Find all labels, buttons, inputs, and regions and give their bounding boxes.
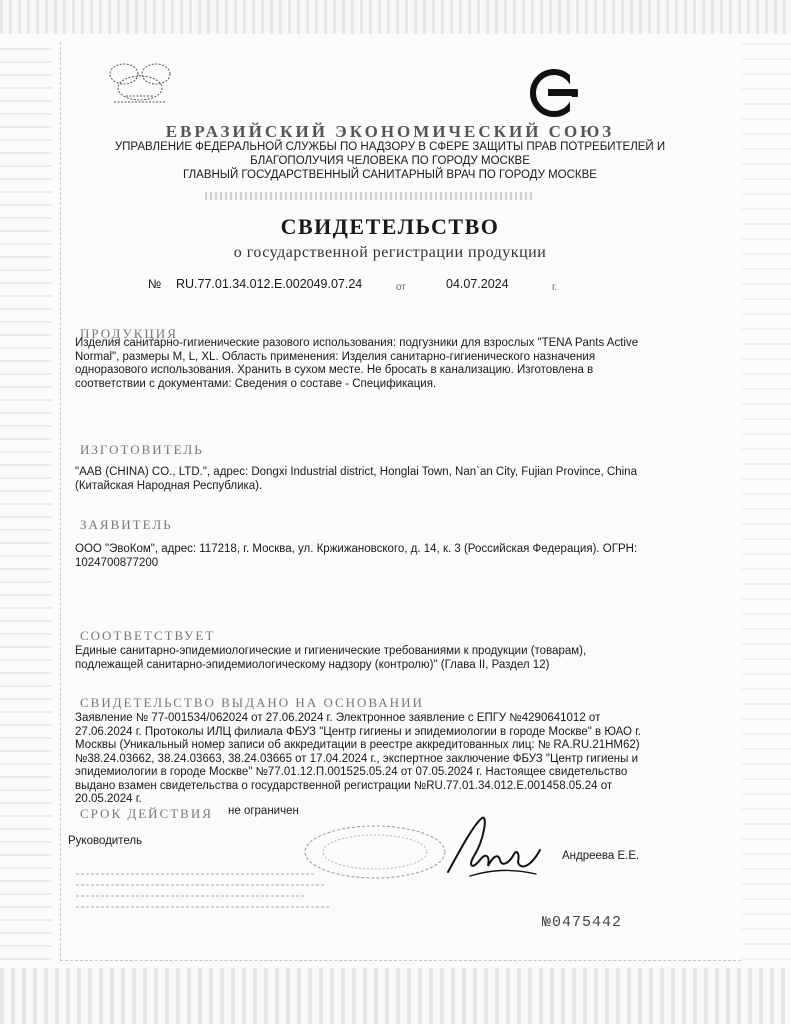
section-label-validity: СРОК ДЕЙСТВИЯ xyxy=(80,806,213,821)
section-label-basis: СВИДЕТЕЛЬСТВО ВЫДАНО НА ОСНОВАНИИ xyxy=(80,695,424,710)
section-label-applicant: ЗАЯВИТЕЛЬ xyxy=(80,517,173,532)
signatory-role: Руководитель xyxy=(68,835,143,847)
section-text-manufacturer: "AAB (CHINA) CO., LTD.", адрес: Dongxi Industrial district, Honglai Town, Nan`an City, Fujian Province, China (Китайская Народная Республика). xyxy=(75,466,637,492)
number-prefix: № xyxy=(148,277,162,291)
scan-noise-note xyxy=(76,868,336,912)
scan-noise-top xyxy=(0,0,791,34)
date-prefix: от xyxy=(396,282,406,293)
signatory-name: Андреева Е.Е. xyxy=(562,850,640,862)
validity-value: не ограничен xyxy=(228,805,299,817)
authority-block xyxy=(90,140,690,182)
section-label-product: ПРОДУКЦИЯ xyxy=(80,326,178,341)
state-emblem-icon xyxy=(104,58,176,108)
certificate-title: СВИДЕТЕЛЬСТВО xyxy=(280,214,500,239)
section-text-conforms: Единые санитарно-эпидемиологические и гигиенические требованиями к продукции (товарам), подлежащей санитарно-эпидемиологическому надзору (контролю)" (Глава II, Раздел 12) xyxy=(75,645,587,671)
scan-noise-right xyxy=(742,40,791,960)
certificate-subtitle: о государственной регистрации продукции xyxy=(233,244,547,261)
section-text-product: Изделия санитарно-гигиенические разового использования: подгузники для взрослых "TENA Pants Active Normal", размеры M, L, XL. Область применения: Изделия санитарно-гигиенического назначения одноразового использования. Хранить в сухом месте. Не бросать в канализацию. Изготовлена в соответствии с документами: Сведения о составе - Спецификация. xyxy=(75,337,639,390)
blank-serial-number: №0475442 xyxy=(542,914,623,931)
section-text-applicant: ООО "ЭвоКом", адрес: 117218, г. Москва, ул. Кржижановского, д. 14, к. 3 (Российская Федерация). ОГРН: 1024700877200 xyxy=(75,543,638,569)
certificate-number: RU.77.01.34.012.E.002049.07.24 xyxy=(176,277,363,291)
scan-noise-bottom xyxy=(0,968,791,1024)
authority-line: ГЛАВНЫЙ ГОСУДАРСТВЕННЫЙ САНИТАРНЫЙ ВРАЧ ПО ГОРОДУ МОСКВЕ xyxy=(183,169,597,181)
eac-mark-icon xyxy=(518,68,590,118)
section-label-conforms: СООТВЕТСТВУЕТ xyxy=(80,628,216,643)
section-label-manufacturer: ИЗГОТОВИТЕЛЬ xyxy=(80,442,204,457)
authority-line: БЛАГОПОЛУЧИЯ ЧЕЛОВЕКА ПО ГОРОДУ МОСКВЕ xyxy=(250,155,530,167)
union-name: ЕВРАЗИЙСКИЙ ЭКОНОМИЧЕСКИЙ СОЮЗ xyxy=(165,122,615,141)
authority-line: УПРАВЛЕНИЕ ФЕДЕРАЛЬНОЙ СЛУЖБЫ ПО НАДЗОРУ В СФЕРЕ ЗАЩИТЫ ПРАВ ПОТРЕБИТЕЛЕЙ И xyxy=(114,141,666,153)
address-strip xyxy=(205,192,535,200)
scan-noise-left xyxy=(0,40,52,960)
section-text-basis: Заявление № 77-001534/062024 от 27.06.2024 г. Электронное заявление с ЕПГУ №4290641012 от 27.06.2024 г. Протоколы ИЛЦ филиала ФБУЗ "Центр гигиены и эпидемиологии в городе Москве" в ЮАО г. Москвы (Уникальный номер записи об аккредитации в реестре аккредитованных лиц: № RA.RU.21НМ62) №38.24.03662, 38.24.03663, 38.24.03665 от 17.04.2024 г., экспертное заключение ФБУЗ "Центр гигиены и эпидемиологии в городе Москве" №77.01.12.П.001525.05.24 от 07.05.2024 г. Настоящее свидетельство выдано взамен свидетельства о государственной регистрации №RU.77.01.34.012.E.001458.05.24 от 20.05.2024 г. xyxy=(75,712,642,805)
certificate-date: 04.07.2024 xyxy=(446,277,509,291)
signature-icon xyxy=(440,810,550,890)
date-suffix: г. xyxy=(552,282,558,293)
